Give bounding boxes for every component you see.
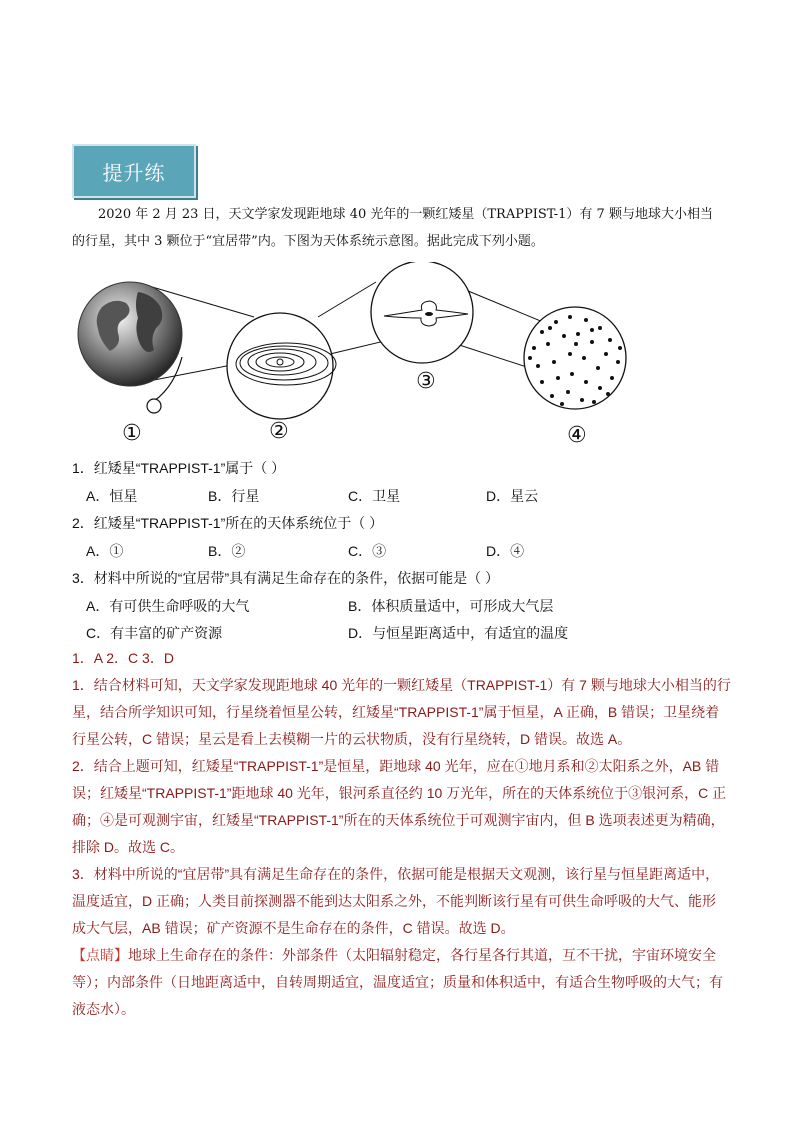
figure-label-2: ② — [269, 419, 289, 444]
answer-summary: 1．A 2．C 3．D — [72, 650, 174, 666]
q1-option-c[interactable]: C．卫星 — [348, 488, 401, 504]
q2-option-d[interactable]: D．④ — [486, 543, 525, 559]
solar-system-circle — [227, 313, 336, 419]
explanation-1-line-1: 1．结合材料可知，天文学家发现距地球 40 光年的一颗红矮星（TRAPPIST-1）有 7 颗与地球大小相当的行 — [72, 677, 731, 693]
question-2-stem: 2．红矮星“TRAPPIST-1”所在的天体系统位于（ ） — [72, 515, 384, 531]
observable-universe-circle — [524, 307, 626, 409]
intro-line-1: 2020 年 2 月 23 日，天文学家发现距地球 40 光年的一颗红矮星（TRAPPIST-1）有 7 颗与地球大小相当 — [98, 207, 713, 222]
explanation-3-line-3: 成大气层，AB 错误；矿产资源不是生命存在的条件，C 错误。故选 D。 — [72, 920, 515, 936]
q2-option-b[interactable]: B．② — [208, 543, 246, 559]
explanation-2-line-4: 排除 D。故选 C。 — [72, 839, 184, 855]
intro-paragraph — [72, 201, 722, 255]
intro-line-2: 的行星，其中 3 颗位于“宜居带”内。下图为天体系统示意图。据此完成下列小题。 — [72, 234, 544, 249]
earth-globe-icon — [78, 282, 182, 386]
q3-option-d[interactable]: D．与恒星距离适中，有适宜的温度 — [348, 625, 569, 641]
figure-label-4: ④ — [567, 423, 587, 448]
tip-text-1: 地球上生命存在的条件：外部条件（太阳辐射稳定，各行星各行其道，互不干扰，宇宙环境安全 — [128, 947, 716, 963]
figure-label-1: ① — [122, 421, 142, 446]
question-1-stem: 1．红矮星“TRAPPIST-1”属于（ ） — [72, 460, 286, 476]
q2-option-a[interactable]: A．① — [86, 543, 124, 559]
explanation-2-line-3: 确；④是可观测宇宙，红矮星“TRAPPIST-1”所在的天体系统位于可观测宇宙内，但 B 选项表述更为精确， — [72, 812, 725, 828]
answer-block — [72, 645, 732, 1023]
celestial-system-figure — [72, 262, 642, 452]
q2-option-c[interactable]: C．③ — [348, 543, 387, 559]
tip-line-1 — [72, 942, 732, 969]
q3-option-b[interactable]: B．体积质量适中，可形成大气层 — [348, 598, 554, 614]
section-banner — [72, 144, 196, 198]
tip-tag: 【点睛】 — [72, 947, 128, 963]
moon-icon — [147, 399, 161, 413]
q1-option-d[interactable]: D．星云 — [486, 488, 539, 504]
connector-lines — [142, 276, 572, 380]
explanation-3-line-1: 3．材料中所说的“宜居带”具有满足生命存在的条件，依据可能是根据天文观测，该行星与恒星距离适中， — [72, 866, 720, 882]
explanation-1-line-3: 行星公转，C 错误；星云是看上去模糊一片的云状物质，没有行星绕转，D 错误。故选 A。 — [72, 731, 632, 747]
question-3-stem: 3．材料中所说的“宜居带”具有满足生命存在的条件，依据可能是（ ） — [72, 570, 499, 586]
figure-label-3: ③ — [416, 369, 436, 394]
explanation-3-line-2: 温度适宜，D 正确；人类目前探测器不能到达太阳系之外，不能判断该行星有可供生命呼吸的大气、能形 — [72, 893, 716, 909]
explanation-2-line-1: 2．结合上题可知，红矮星“TRAPPIST-1”是恒星，距地球 40 光年，应在①地月系和②太阳系之外，AB 错 — [72, 758, 720, 774]
q3-option-c[interactable]: C．有丰富的矿产资源 — [86, 625, 223, 641]
milky-way-circle — [371, 262, 473, 363]
tip-line-3: 液态水）。 — [72, 1001, 135, 1017]
q1-option-a[interactable]: A．恒星 — [86, 488, 138, 504]
section-title: 提升练 — [102, 160, 166, 185]
q1-option-b[interactable]: B．行星 — [208, 488, 260, 504]
explanation-2-line-2: 误；红矮星“TRAPPIST-1”距地球 40 光年，银河系直径约 10 万光年，所在的天体系统位于③银河系，C 正 — [72, 785, 727, 801]
explanation-1-line-2: 星，结合所学知识可知，行星绕着恒星公转，红矮星“TRAPPIST-1”属于恒星，A 正确，B 错误；卫星绕着 — [72, 704, 720, 720]
q3-option-a[interactable]: A．有可供生命呼吸的大气 — [86, 598, 250, 614]
tip-line-2: 等）；内部条件（日地距离适中，自转周期适宜，温度适宜；质量和体积适中，有适合生物呼吸的大气；有 — [72, 974, 723, 990]
